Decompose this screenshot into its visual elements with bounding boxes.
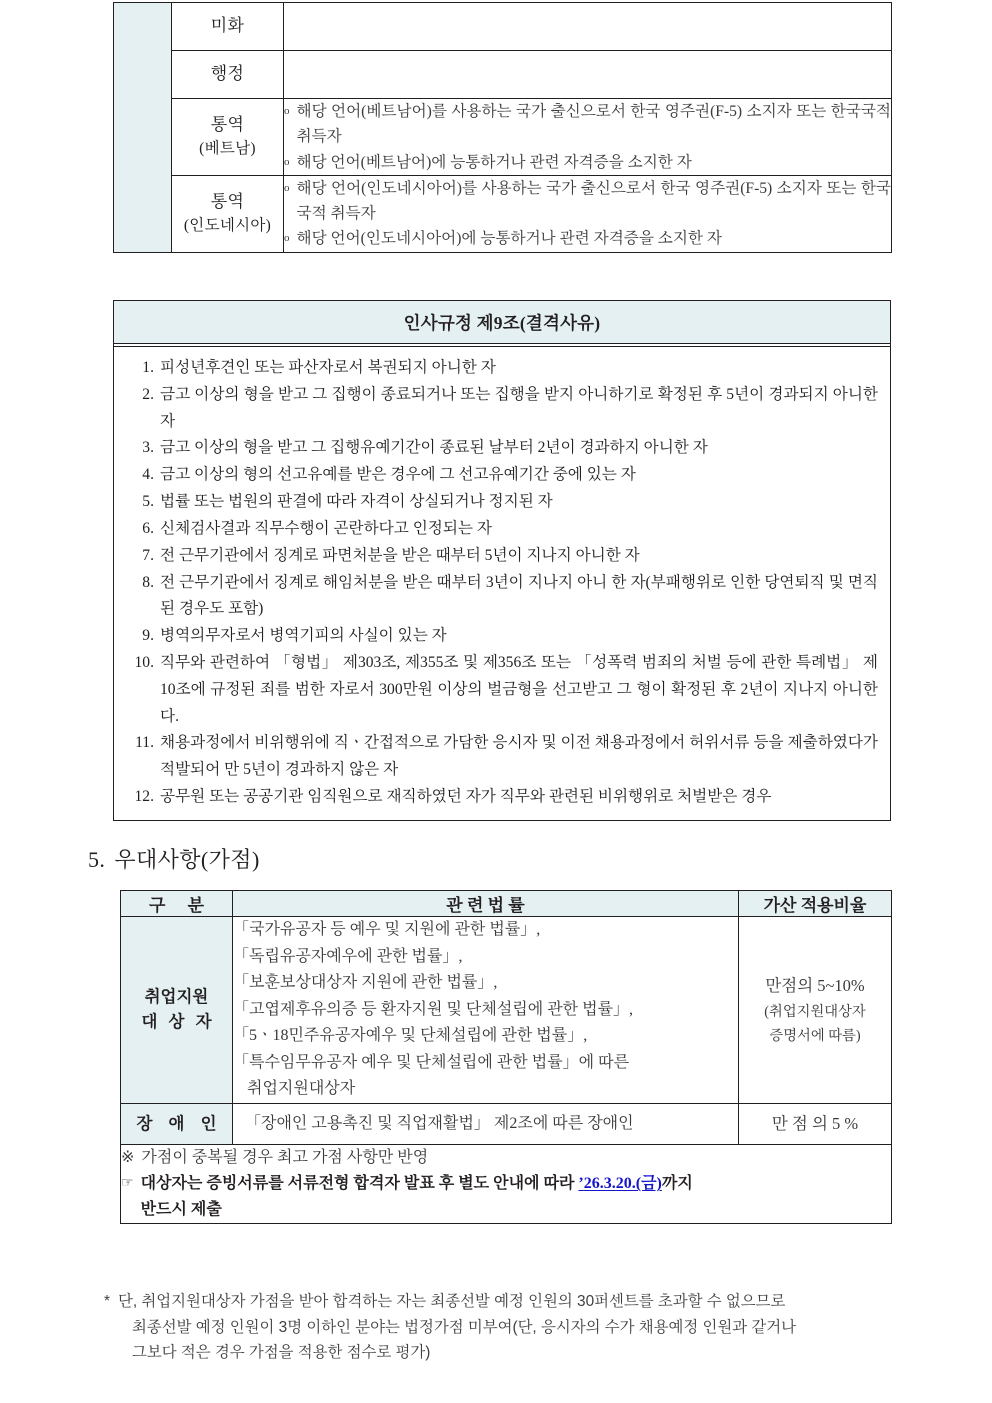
note-text-after: 까지 bbox=[661, 1175, 693, 1193]
list-item bbox=[124, 623, 878, 650]
qual-category-spacer bbox=[114, 3, 172, 253]
list-item-text: 법률 또는 법원의 판결에 따라 자격이 상실되거나 정지된 자 bbox=[160, 493, 553, 511]
footnote-line: 그보다 적은 경우 가점을 적용한 점수로 평가) bbox=[132, 1344, 431, 1362]
footnote-line: 최종선발 예정 인원이 3명 이하인 분야는 법정가점 미부여(단, 응시자의 수가 채용예정 인원과 같거나 bbox=[132, 1318, 796, 1336]
list-item bbox=[124, 650, 878, 730]
table-row bbox=[121, 917, 892, 1104]
circle-bullet-icon: o bbox=[284, 181, 290, 194]
list-item-text: 해당 언어(베트남어)에 능통하거나 관련 자격증을 소지한 자 bbox=[296, 153, 692, 171]
qual-name-label: 미화 bbox=[210, 16, 245, 36]
qualification-table bbox=[113, 2, 892, 253]
preference-law-cell bbox=[233, 917, 739, 1104]
table-row bbox=[121, 1103, 892, 1145]
circle-bullet-icon: o bbox=[284, 232, 290, 245]
qual-desc-cell bbox=[284, 51, 892, 99]
list-item-number: 12. bbox=[134, 788, 154, 805]
preference-rate-cell bbox=[739, 917, 892, 1104]
list-item-text: 피성년후견인 또는 파산자로서 복권되지 아니한 자 bbox=[160, 359, 496, 376]
list-item bbox=[124, 543, 878, 570]
qual-desc-cell bbox=[284, 99, 892, 176]
regulation-box bbox=[113, 300, 891, 821]
qual-name-label: 통역 bbox=[210, 114, 245, 134]
footnote-row bbox=[104, 1289, 904, 1366]
list-item-text: 직무와 관련하여 「형법」 제303조, 제355조 및 제356조 또는 「성폭력 범죄의 처벌 등에 관한 특례법」 제10조에 규정된 죄를 범한 자로서 300만원 이상의 벌금형을 선고받고 그 형이 확정된 후 2년이 지나지 아니한다. bbox=[160, 653, 878, 725]
note-text-before: 대상자는 증빙서류를 서류전형 합격자 발표 후 별도 안내에 따라 bbox=[140, 1175, 579, 1193]
list-item-text: 금고 이상의 형을 받고 그 집행유예기간이 종료된 날부터 2년이 경과하지 아니한 자 bbox=[160, 439, 708, 457]
list-item-text: 병역의무자로서 병역기피의 사실이 있는 자 bbox=[160, 627, 447, 645]
table-row bbox=[121, 1145, 892, 1224]
law-line: 「고엽제후유의증 등 환자지원 및 단체설립에 관한 법률」, bbox=[233, 1000, 634, 1018]
note-item bbox=[121, 1171, 891, 1223]
law-line: 「독립유공자예우에 관한 법률」, bbox=[233, 947, 463, 965]
table-header-row bbox=[121, 891, 892, 917]
list-item bbox=[124, 730, 878, 784]
list-item-number: 7. bbox=[142, 546, 154, 564]
deadline-date: ’26.3.20.(금) bbox=[578, 1175, 662, 1193]
column-header-category: 구 분 bbox=[121, 891, 233, 917]
law-line: 「특수임무유공자 예우 및 단체설립에 관한 법률」에 따른 bbox=[233, 1053, 630, 1071]
preference-category-cell bbox=[121, 917, 233, 1104]
list-item bbox=[284, 226, 891, 251]
law-line: 「국가유공자 등 예우 및 지원에 관한 법률」, bbox=[233, 921, 541, 938]
circle-bullet-icon: o bbox=[284, 155, 290, 168]
list-item-number: 1. bbox=[142, 359, 154, 376]
note-text-line2: 반드시 제출 bbox=[140, 1201, 222, 1219]
list-item-number: 10. bbox=[134, 653, 154, 671]
note-text bbox=[141, 1171, 891, 1223]
qual-name-sublabel: (베트남) bbox=[199, 140, 256, 158]
list-item bbox=[284, 150, 891, 175]
list-item bbox=[124, 784, 878, 811]
footnote-line: 단, 취업지원대상자 가점을 받아 합격하는 자는 최종선발 예정 인원의 30퍼센트를 초과할 수 없으므로 bbox=[118, 1293, 786, 1310]
list-item-text: 전 근무기관에서 징계로 파면처분을 받은 때부터 5년이 지나지 아니한 자 bbox=[160, 546, 640, 564]
list-item bbox=[124, 489, 878, 516]
list-item-text: 공무원 또는 공공기관 임직원으로 재직하였던 자가 직무와 관련된 비위행위로 처벌받은 경우 bbox=[160, 788, 772, 805]
footnote-body bbox=[118, 1289, 904, 1366]
law-line: 「5ㆍ18민주유공자예우 및 단체설립에 관한 법률」, bbox=[233, 1027, 588, 1045]
list-item bbox=[124, 435, 878, 462]
table-row bbox=[114, 51, 892, 99]
pointing-hand-icon: ☞ bbox=[121, 1176, 134, 1192]
preference-category-line2: 대 상 자 bbox=[141, 1011, 216, 1031]
list-item bbox=[124, 516, 878, 543]
list-item bbox=[284, 99, 891, 150]
qual-desc-cell bbox=[284, 175, 892, 252]
list-item bbox=[124, 462, 878, 489]
qual-name-cell bbox=[172, 99, 284, 176]
list-item-number: 11. bbox=[135, 734, 154, 752]
list-item bbox=[124, 570, 878, 624]
list-item-text: 전 근무기관에서 징계로 해임처분을 받은 때부터 3년이 지나지 아니 한 자(부패행위로 인한 당연퇴직 및 면직된 경우도 포함) bbox=[160, 573, 878, 618]
section-title: 우대사항(가점) bbox=[114, 847, 260, 872]
qual-name-cell bbox=[172, 175, 284, 252]
table-row bbox=[114, 175, 892, 252]
column-header-rate: 가산 적용비율 bbox=[739, 891, 892, 917]
list-item-text: 채용과정에서 비위행위에 직ㆍ간접적으로 가담한 응시자 및 이전 채용과정에서 허위서류 등을 제출하였다가 적발되어 만 5년이 경과하지 않은 자 bbox=[160, 734, 878, 779]
rate-sub-line2: 증명서에 따름) bbox=[769, 1027, 861, 1044]
qual-name-label: 행정 bbox=[210, 64, 245, 84]
list-item bbox=[284, 176, 891, 227]
note-text: 가점이 중복될 경우 최고 가점 사항만 반영 bbox=[141, 1149, 429, 1167]
footnote bbox=[104, 1289, 904, 1366]
qual-name-sublabel: (인도네시아) bbox=[183, 217, 272, 235]
list-item-text: 금고 이상의 형을 받고 그 집행이 종료되거나 또는 집행을 받지 아니하기로 확정된 후 5년이 경과되지 아니한 자 bbox=[160, 385, 878, 430]
list-item-text: 금고 이상의 형의 선고유예를 받은 경우에 그 선고유예기간 중에 있는 자 bbox=[160, 466, 636, 484]
preference-category-cell bbox=[121, 1103, 233, 1145]
qual-name-label: 통역 bbox=[210, 191, 245, 211]
qual-name-cell bbox=[172, 3, 284, 51]
reference-mark-icon: ※ bbox=[121, 1149, 135, 1167]
list-item bbox=[124, 355, 878, 382]
rate-main: 만 점 의 5 % bbox=[771, 1114, 859, 1134]
preference-table bbox=[120, 890, 892, 1224]
list-item-number: 3. bbox=[142, 439, 154, 457]
regulation-title: 인사규정 제9조(결격사유) bbox=[114, 301, 890, 344]
list-item-number: 2. bbox=[142, 385, 154, 403]
preference-rate-cell bbox=[739, 1103, 892, 1145]
law-line-indented: 취업지원대상자 bbox=[247, 1080, 356, 1098]
asterisk-icon: * bbox=[104, 1293, 110, 1310]
table-row bbox=[114, 99, 892, 176]
list-item-number: 4. bbox=[142, 466, 154, 484]
preference-law-cell bbox=[233, 1103, 739, 1145]
table-row bbox=[114, 3, 892, 51]
circle-bullet-icon: o bbox=[284, 105, 290, 117]
qual-desc-cell bbox=[284, 3, 892, 51]
list-item-number: 9. bbox=[142, 627, 154, 645]
regulation-list bbox=[114, 347, 890, 820]
rate-main: 만점의 5~10% bbox=[765, 975, 865, 995]
list-item-number: 8. bbox=[142, 573, 154, 591]
rate-sub-line1: (취업지원대상자 bbox=[764, 1003, 866, 1020]
section-heading bbox=[88, 843, 260, 874]
list-item-number: 5. bbox=[142, 493, 154, 511]
preference-notes-cell bbox=[121, 1145, 892, 1224]
list-item-text: 해당 언어(베트남어)를 사용하는 국가 출신으로서 한국 영주권(F-5) 소지자 또는 한국국적 취득자 bbox=[296, 103, 891, 146]
column-header-law: 관 련 법 률 bbox=[233, 891, 739, 917]
qual-name-cell bbox=[172, 51, 284, 99]
note-item bbox=[121, 1145, 891, 1171]
preference-category-line1: 장 애 인 bbox=[136, 1113, 223, 1133]
law-line: 「보훈보상대상자 지원에 관한 법률」, bbox=[233, 974, 498, 992]
law-line: 「장애인 고용촉진 및 직업재활법」 제2조에 따른 장애인 bbox=[245, 1114, 634, 1132]
list-item-number: 6. bbox=[142, 519, 154, 537]
section-number: 5. bbox=[88, 847, 106, 872]
list-item-text: 신체검사결과 직무수행이 곤란하다고 인정되는 자 bbox=[160, 519, 492, 537]
list-item bbox=[124, 382, 878, 436]
preference-category-line1: 취업지원 bbox=[144, 987, 209, 1007]
list-item-text: 해당 언어(인도네시아어)에 능통하거나 관련 자격증을 소지한 자 bbox=[296, 230, 722, 248]
list-item-text: 해당 언어(인도네시아어)를 사용하는 국가 출신으로서 한국 영주권(F-5) 소지자 또는 한국국적 취득자 bbox=[296, 179, 891, 222]
